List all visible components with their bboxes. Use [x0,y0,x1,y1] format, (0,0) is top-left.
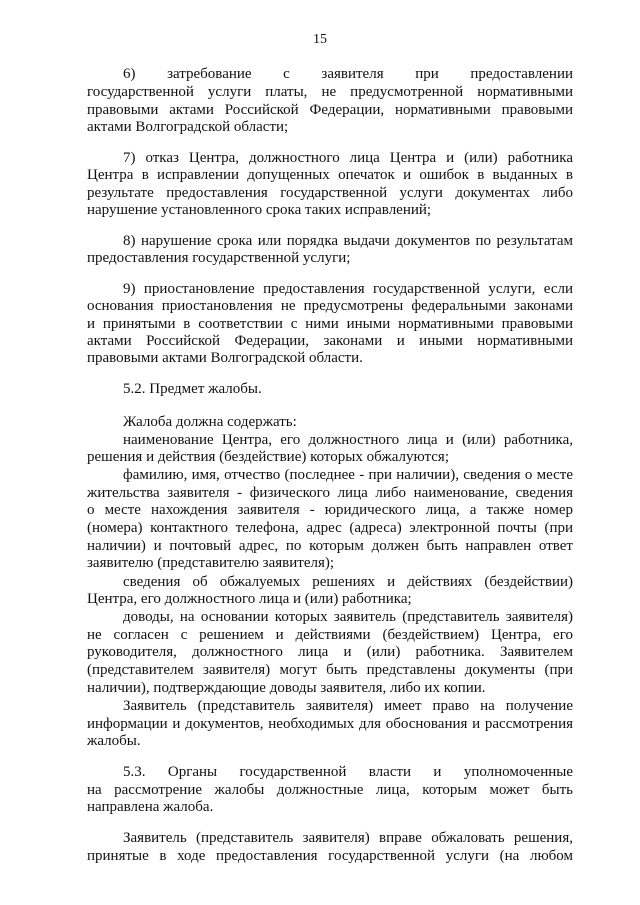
text-line: принятые в ходе предоставления государственной услуги (на любом [87,848,573,864]
text-line: Жалоба должна содержать: [123,414,297,430]
text-line: Центра в исправлении допущенных опечаток и ошибок в выданных в [87,167,573,183]
text-line: 9) приостановление предоставления государственной услуги, если [123,281,573,297]
text-line: Заявитель (представитель заявителя) вправе обжаловать решения, [123,830,573,846]
text-line: актами Российской Федерации, законами и иными нормативными [87,333,573,349]
text-line: руководителя, должностного лица и (или) работника. Заявителем [87,644,573,660]
text-line: (номера) контактного телефона, адрес (адреса) электронной почты (при [87,520,573,536]
text-line: на рассмотрение жалобы должностные лица, которым может быть [87,782,573,798]
text-line: доводы, на основании которых заявитель (представитель заявителя) [123,609,573,625]
text-line: наличии), подтверждающие доводы заявителя, либо их копии. [87,680,486,696]
text-line: предоставления государственной услуги; [87,250,351,266]
text-line: 6) затребование с заявителя при предоставлении [123,66,573,82]
text-line: правовыми актами Российской Федерации, нормативными правовыми [87,102,573,118]
text-line: 8) нарушение срока или порядка выдачи документов по результатам [123,233,573,249]
text-line: 7) отказ Центра, должностного лица Центра и (или) работника [123,150,573,166]
text-line: основания приостановления не предусмотрены федеральными законами [87,298,573,314]
text-line: жалобы. [87,733,141,749]
section-heading: 5.3. Органы государственной власти и уполномоченные [123,764,573,780]
text-line: правовыми актами Волгоградской области. [87,350,363,366]
page-number: 15 [313,32,327,47]
text-line: актами Волгоградской области; [87,119,289,135]
text-line: Заявитель (представитель заявителя) имеет право на получение [123,698,573,714]
section-heading: 5.2. Предмет жалобы. [123,381,262,397]
text-line: фамилию, имя, отчество (последнее - при наличии), сведения о месте [123,467,573,483]
text-line: нарушение установленного срока таких исправлений; [87,202,432,218]
text-line: (представителем заявителя) могут быть представлены документы (при [87,662,573,678]
text-line: информации и документов, необходимых для обоснования и рассмотрения [87,716,573,732]
text-line: сведения об обжалуемых решениях и действиях (бездействии) [123,574,573,590]
text-line: наименование Центра, его должностного лица и (или) работника, [123,432,573,448]
text-line: наличии) и почтовый адрес, по которым должен быть направлен ответ [87,538,573,554]
text-line: и принятыми в соответствии с ними иными нормативными правовыми [87,316,573,332]
text-line: решения и действия (бездействие) которых обжалуются; [87,449,449,465]
text-line: о месте нахождения заявителя - юридического лица, а также номер [87,502,573,518]
text-line: не согласен с решением и действиями (бездействием) Центра, его [87,627,573,643]
text-line: государственной услуги платы, не предусмотренной нормативными [87,84,573,100]
text-line: жительства заявителя - физического лица либо наименование, сведения [87,485,573,501]
text-line: Центра, его должностного лица и (или) работника; [87,591,412,607]
text-line: заявителю (представителю заявителя); [87,555,335,571]
text-line: результате предоставления государственной услуги документах либо [87,185,573,201]
text-line: направлена жалоба. [87,799,214,815]
